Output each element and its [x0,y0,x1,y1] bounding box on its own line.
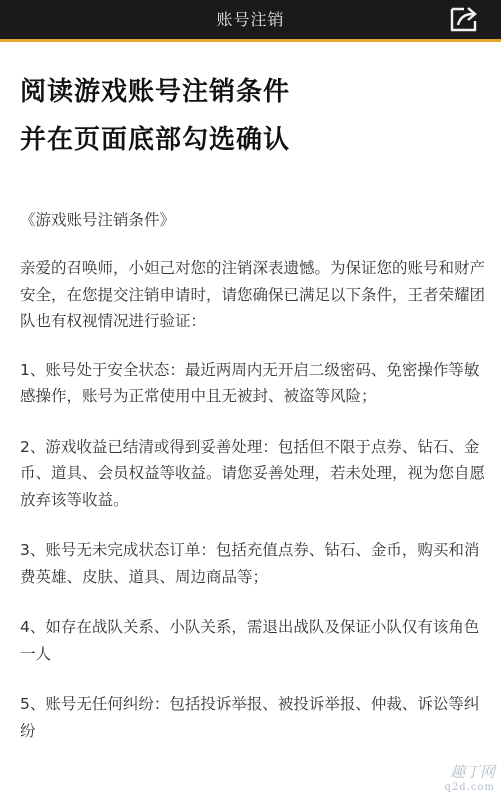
watermark [415,763,495,799]
headline-line-1: 阅读游戏账号注销条件 [20,77,291,107]
watermark-main: 趣丁网 [449,763,495,781]
condition-item: 5、账号无任何纠纷：包括投诉举报、被投诉举报、仲裁、诉讼等纠纷 [20,695,480,740]
intro-paragraph: 亲爱的召唤师，小妲己对您的注销深表遗憾。为保证您的账号和财产安全，在您提交注销申请时，请您确保已满足以下条件，王者荣耀团队也有权视情况进行验证： [20,259,486,330]
headline [20,42,485,164]
document-title: 《游戏账号注销条件》 [20,211,176,229]
headline-line-2: 并在页面底部勾选确认 [20,125,291,155]
condition-item: 4、如存在战队关系、小队关系，需退出战队及保证小队仅有该角色一人 [20,618,480,663]
top-bar [0,0,501,42]
condition-item: 3、账号无未完成状态订单：包括充值点券、钻石、金币，购买和消费英雄、皮肤、道具、周边商品等； [20,541,480,586]
condition-item: 1、账号处于安全状态：最近两周内无开启二级密码、免密操作等敏感操作，账号为正常使用中且无被封、被盗等风险； [20,360,480,405]
watermark-sub: q2d.com [444,782,495,793]
page-title: 账号注销 [216,10,285,29]
content-area [20,42,485,744]
share-icon [449,5,479,33]
share-button[interactable] [449,5,479,33]
condition-item: 2、游戏收益已结清或得到妥善处理：包括但不限于点券、钻石、金币、道具、会员权益等收益。请您妥善处理，若未处理，视为您自愿放弃该等收益。 [20,437,486,509]
